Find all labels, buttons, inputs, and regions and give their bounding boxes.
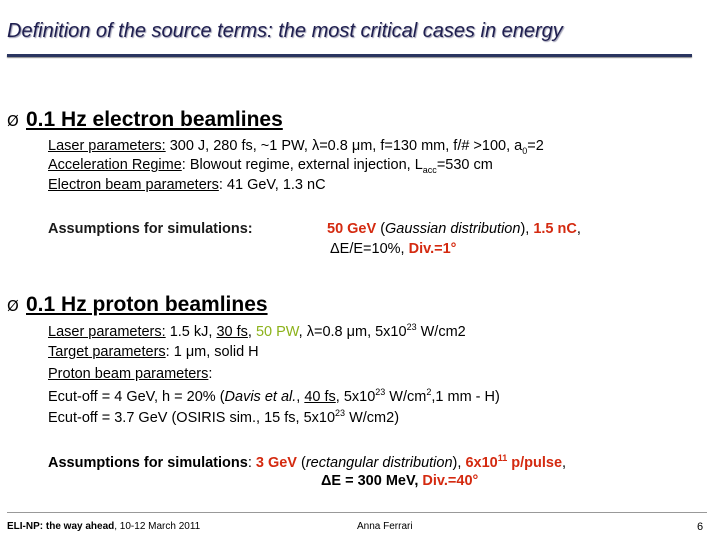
section-heading-proton: 0.1 Hz proton beamlines <box>26 293 268 316</box>
proton-ecutoff-osiris: Ecut-off = 3.7 GeV (OSIRIS sim., 15 fs, $5x10^{23}$ W/cm2) <box>48 408 400 426</box>
electron-assumptions-values: 50 GeV (Gaussian distribution), 1.5 nC, <box>327 221 581 237</box>
footer-event: ELI-NP: the way ahead, 10-12 March 2011 <box>7 521 201 532</box>
footer-divider <box>7 512 707 513</box>
electron-acceleration-regime: Acceleration Regime: Blowout regime, external injection, $L_{acc}=530$ cm <box>48 157 493 175</box>
proton-assumptions-spread: ΔE = 300 MeV, Div.=40° <box>321 473 479 489</box>
proton-ecutoff-davis: Ecut-off = 4 GeV, h = 20% (Davis et al., 40 fs, $5x10^{23}$ $W/cm^2,1$ mm - H) <box>48 387 500 405</box>
electron-beam-parameters: Electron beam parameters: 41 GeV, 1.3 nC <box>48 177 326 193</box>
footer-author: Anna Ferrari <box>357 521 413 532</box>
bullet-arrow-icon: Ø <box>7 297 19 315</box>
proton-assumptions: Assumptions for simulations: 3 GeV (rectangular distribution), $6x10^{11}$ p/pulse, <box>48 453 567 471</box>
proton-target-parameters: Target parameters: 1 μm, solid H <box>48 344 259 360</box>
electron-laser-parameters: Laser parameters: 300 J, 280 fs, ~1 PW, λ=0.8 μm, f=130 mm, f/# >100, $a_0=2$ <box>48 138 544 156</box>
proton-beam-parameters: Proton beam parameters: <box>48 366 213 382</box>
electron-assumptions-label: Assumptions for simulations: <box>48 221 253 237</box>
proton-laser-parameters: Laser parameters: 1.5 kJ, 30 fs, 50 PW, λ=0.8 μm, $5x10^{23}$ W/cm2 <box>48 322 466 340</box>
electron-assumptions-spread: ΔE/E=10%, Div.=1° <box>330 241 457 257</box>
title-divider <box>7 54 692 57</box>
page-number: 6 <box>697 521 704 533</box>
section-heading-electron: 0.1 Hz electron beamlines <box>26 108 283 131</box>
bullet-arrow-icon: Ø <box>7 112 19 130</box>
slide-title: Definition of the source terms: the most critical cases in energy <box>7 20 563 42</box>
